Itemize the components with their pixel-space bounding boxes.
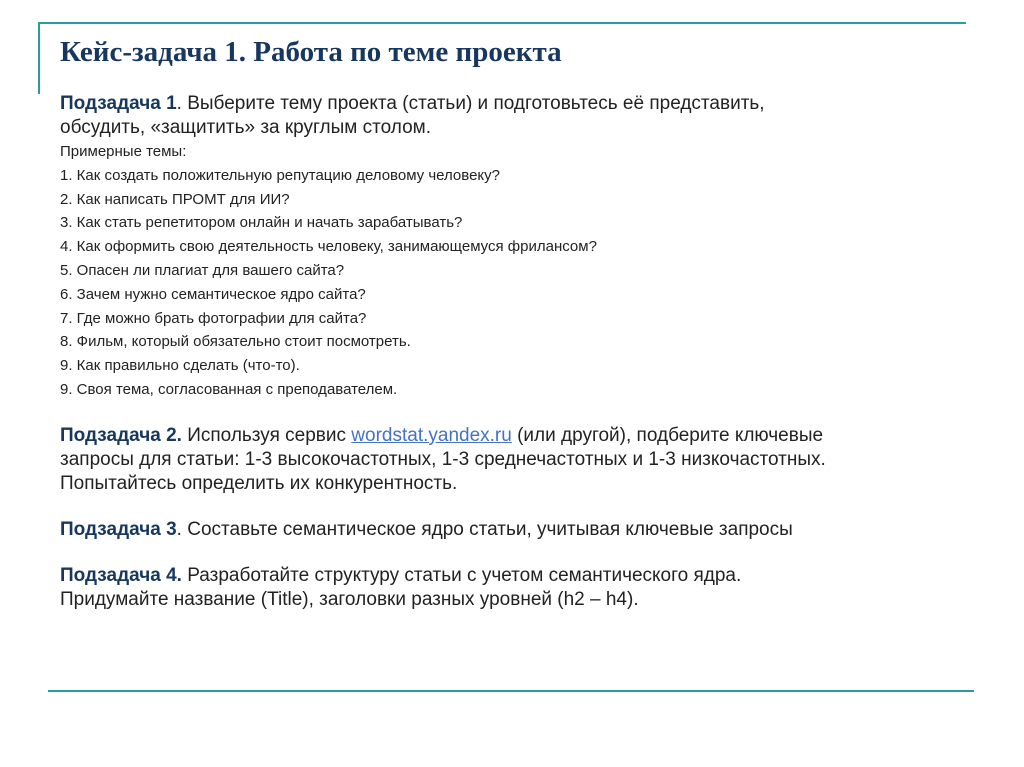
task1-block xyxy=(60,92,990,140)
topic-item: 3. Как стать репетитором онлайн и начать зарабатывать? xyxy=(60,214,463,232)
topic-item: 6. Зачем нужно семантическое ядро сайта? xyxy=(60,285,366,303)
task2-line3: Попытайтесь определить их конкурентность. xyxy=(60,472,458,494)
task2-text-before: Используя сервис xyxy=(181,424,352,446)
topic-item: 5. Опасен ли плагиат для вашего сайта? xyxy=(60,261,345,279)
task4-label: Подзадача 4. xyxy=(60,564,182,586)
task4-line1 xyxy=(60,564,990,588)
topic-item: 7. Где можно брать фотографии для сайта? xyxy=(60,309,367,327)
task2-text-after: (или другой), подберите ключевые xyxy=(511,424,824,446)
task3-label: Подзадача 3 xyxy=(60,518,177,540)
task2-line2: запросы для статьи: 1-3 высокочастотных, 1-3 среднечастотных и 1-3 низкочастотных. xyxy=(60,448,826,470)
top-divider xyxy=(38,22,966,24)
task1-label: Подзадача 1 xyxy=(60,93,177,114)
task3-text: . Составьте семантическое ядро статьи, учитывая ключевые запросы xyxy=(176,518,793,540)
task1-text2: обсудить, «защитить» за круглым столом. xyxy=(60,117,431,138)
topic-item: 8. Фильм, который обязательно стоит посмотреть. xyxy=(60,333,411,351)
task2-label: Подзадача 2. xyxy=(60,424,182,446)
task3-line xyxy=(60,518,990,542)
slide-title: Кейс-задача 1. Работа по теме проекта xyxy=(60,36,562,68)
topics-block xyxy=(60,140,990,402)
slide-content xyxy=(60,92,990,612)
task3-block xyxy=(60,518,990,542)
topic-item: 2. Как написать ПРОМТ для ИИ? xyxy=(60,190,290,208)
task4-text1: Разработайте структуру статьи с учетом семантического ядра. xyxy=(181,564,742,586)
task2-block xyxy=(60,424,990,496)
topic-item: 9. Как правильно сделать (что-то). xyxy=(60,357,300,375)
task2-line1 xyxy=(60,424,990,448)
task1-line1 xyxy=(60,92,990,116)
topics-list xyxy=(60,164,990,402)
task1-text1: . Выберите тему проекта (статьи) и подготовьтесь её представить, xyxy=(176,93,765,114)
topic-item: 1. Как создать положительную репутацию деловому человеку? xyxy=(60,166,500,184)
topic-item: 9. Своя тема, согласованная с преподавателем. xyxy=(60,380,398,398)
task4-block xyxy=(60,564,990,612)
topic-item: 4. Как оформить свою деятельность человеку, занимающемуся фрилансом? xyxy=(60,238,597,256)
left-accent-line xyxy=(38,22,40,94)
task4-line2: Придумайте название (Title), заголовки разных уровней (h2 – h4). xyxy=(60,588,639,610)
topics-label: Примерные темы: xyxy=(60,143,187,160)
wordstat-link[interactable]: wordstat.yandex.ru xyxy=(351,424,512,446)
bottom-divider xyxy=(48,690,974,692)
